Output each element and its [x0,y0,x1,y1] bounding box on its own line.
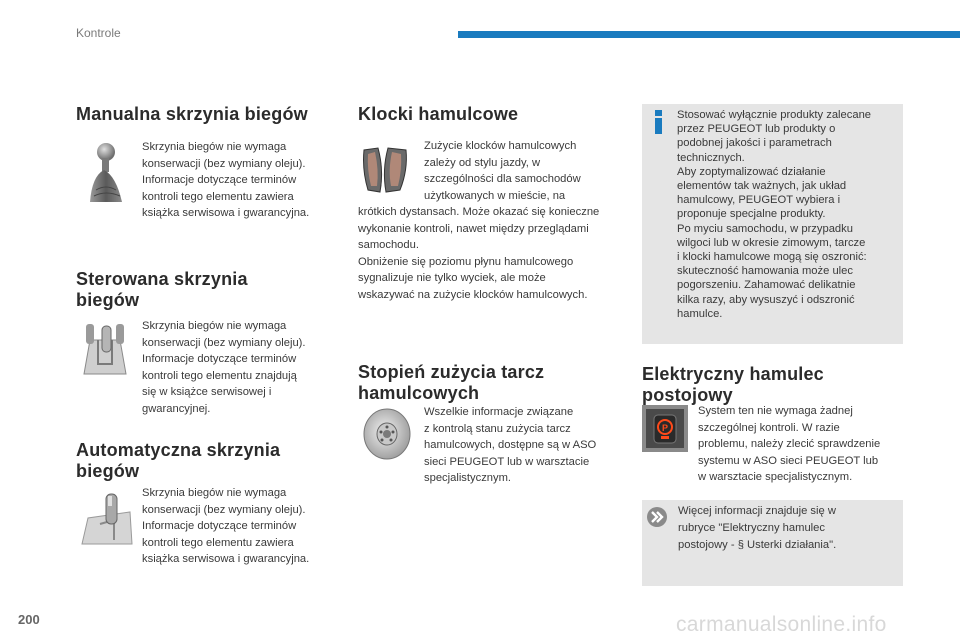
text-line: konserwacji (bez wymiany oleju). [142,157,306,170]
parking-brake-title [642,364,824,406]
text-line: kilka razy, aby wysuszyć i odszronić [677,293,855,306]
text-line: Skrzynia biegów nie wymaga [142,141,287,153]
info-icon [652,110,665,134]
reference-arrow-icon [646,506,668,528]
text-line: użytkowanych w mieście, na [424,189,566,202]
text-line: samochodu. [358,239,419,251]
brake-pads-text-right [424,138,581,204]
reference-box-text [678,503,836,553]
text-line: gwarancyjnej. [142,402,211,415]
text-line: Stosować wyłącznie produkty zalecane [677,109,872,121]
text-line: elementów tak ważnych, jak układ [677,180,847,193]
brake-discs-text [424,404,596,487]
text-line: Zużycie klocków hamulcowych [424,140,577,152]
brake-disc-icon [360,406,414,462]
parking-brake-text [698,403,880,486]
brake-pads-text-full [358,204,599,303]
text-line: szczególności dla samochodów [424,173,581,185]
text-line: podobnej jakości i parametrach [677,137,832,150]
piloted-gearbox-icon [80,320,130,376]
manual-gearbox-text [142,139,309,222]
text-line: Skrzynia biegów nie wymaga [142,320,287,332]
text-line: z kontrolą stanu zużycia tarcz [424,422,571,435]
text-line: technicznych. [677,151,745,164]
text-line: Informacje dotyczące terminów [142,174,297,186]
title-line: Elektryczny hamulec [642,364,824,384]
text-line: proponuje specjalne produkty. [677,208,826,221]
parking-brake-icon [642,405,688,452]
text-line: hamulcowych, dostępne są w ASO [424,439,597,451]
text-line: Aby zoptymalizować działanie [677,165,826,178]
watermark: carmanualsonline.info [676,613,887,636]
title-line: postojowy [642,385,733,405]
title-line: hamulcowych [358,383,480,403]
title-line: Automatyczna skrzynia [76,440,281,460]
text-line: pogorszeniu. Zahamować delikatnie [677,279,856,292]
text-line: sieci PEUGEOT lub w warsztacie [424,455,590,468]
text-line: krótkich dystansach. Może okazać się konieczne [358,206,600,218]
brake-discs-title [358,362,544,404]
manual-gearbox-title: Manualna skrzynia biegów [76,104,308,124]
automatic-gearbox-text [142,485,309,568]
text-line: wskazywać na zużycie klocków hamulcowych. [358,288,588,301]
piloted-gearbox-text [142,318,306,417]
title-line: Stopień zużycia tarcz [358,362,545,382]
text-line: wilgoci lub w okresie zimowym, tarcze [677,236,866,249]
text-line: kontroli tego elementu zawiera [142,190,294,203]
title-line: biegów [76,290,140,310]
text-line: i klocki hamulcowe mogą się oszronić: [677,251,867,264]
title-line: biegów [76,461,140,481]
info-box-text [677,108,871,321]
text-line: Skrzynia biegów nie wymaga [142,487,287,499]
automatic-gearbox-title [76,440,280,482]
text-line: Więcej informacji znajduje się w [678,505,836,517]
brake-pads-title: Klocki hamulcowe [358,104,519,124]
text-line: Informacje dotyczące terminów [142,353,297,365]
text-line: przez PEUGEOT lub produkty o [677,123,836,136]
title-line: Sterowana skrzynia [76,269,248,289]
text-line: hamulcowy, PEUGEOT wybiera i [677,194,841,207]
text-line: zależy od stylu jazdy, w [424,156,541,169]
section-label: Kontrole [76,26,121,40]
text-line: sygnalizuje nie tylko wyciek, ale może [358,272,546,284]
brake-pads-icon [360,140,412,196]
text-line: specjalistycznym. [424,472,512,484]
svg-text:P: P [661,423,669,433]
text-line: książka serwisowa i gwarancyjna. [142,207,310,219]
text-line: Obniżenie się poziomu płynu hamulcowego [358,255,574,268]
text-line: konserwacji (bez wymiany oleju). [142,336,306,349]
text-line: kontroli tego elementu zawiera [142,536,294,549]
text-line: szczególnej kontroli. W razie [698,421,840,434]
piloted-gearbox-title [76,269,248,311]
page-number: 200 [18,612,40,627]
text-line: się w książce serwisowej i [142,386,272,398]
text-line: kontroli tego elementu znajdują [142,369,297,382]
text-line: Wszelkie informacje związane [424,406,574,418]
automatic-gearbox-icon [80,490,134,546]
gear-lever-icon [80,140,130,206]
text-line: wykonanie kontroli, nawet między przeglądami [358,222,589,235]
text-line: System ten nie wymaga żadnej [698,405,853,417]
text-line: rubryce "Elektryczny hamulec [678,521,825,534]
text-line: systemu w ASO sieci PEUGEOT lub [698,454,879,467]
text-line: w warsztacie specjalistycznym. [698,471,853,483]
text-line: skuteczność hamowania może ulec [677,265,853,278]
text-line: postojowy - § Usterki działania". [678,538,837,551]
text-line: konserwacji (bez wymiany oleju). [142,503,306,516]
text-line: Informacje dotyczące terminów [142,520,297,532]
text-line: Po myciu samochodu, w przypadku [677,222,853,235]
section-header-bar [458,31,960,38]
text-line: książka serwisowa i gwarancyjna. [142,553,310,565]
text-line: problemu, należy zlecić sprawdzenie [698,438,881,450]
text-line: hamulce. [677,307,723,320]
